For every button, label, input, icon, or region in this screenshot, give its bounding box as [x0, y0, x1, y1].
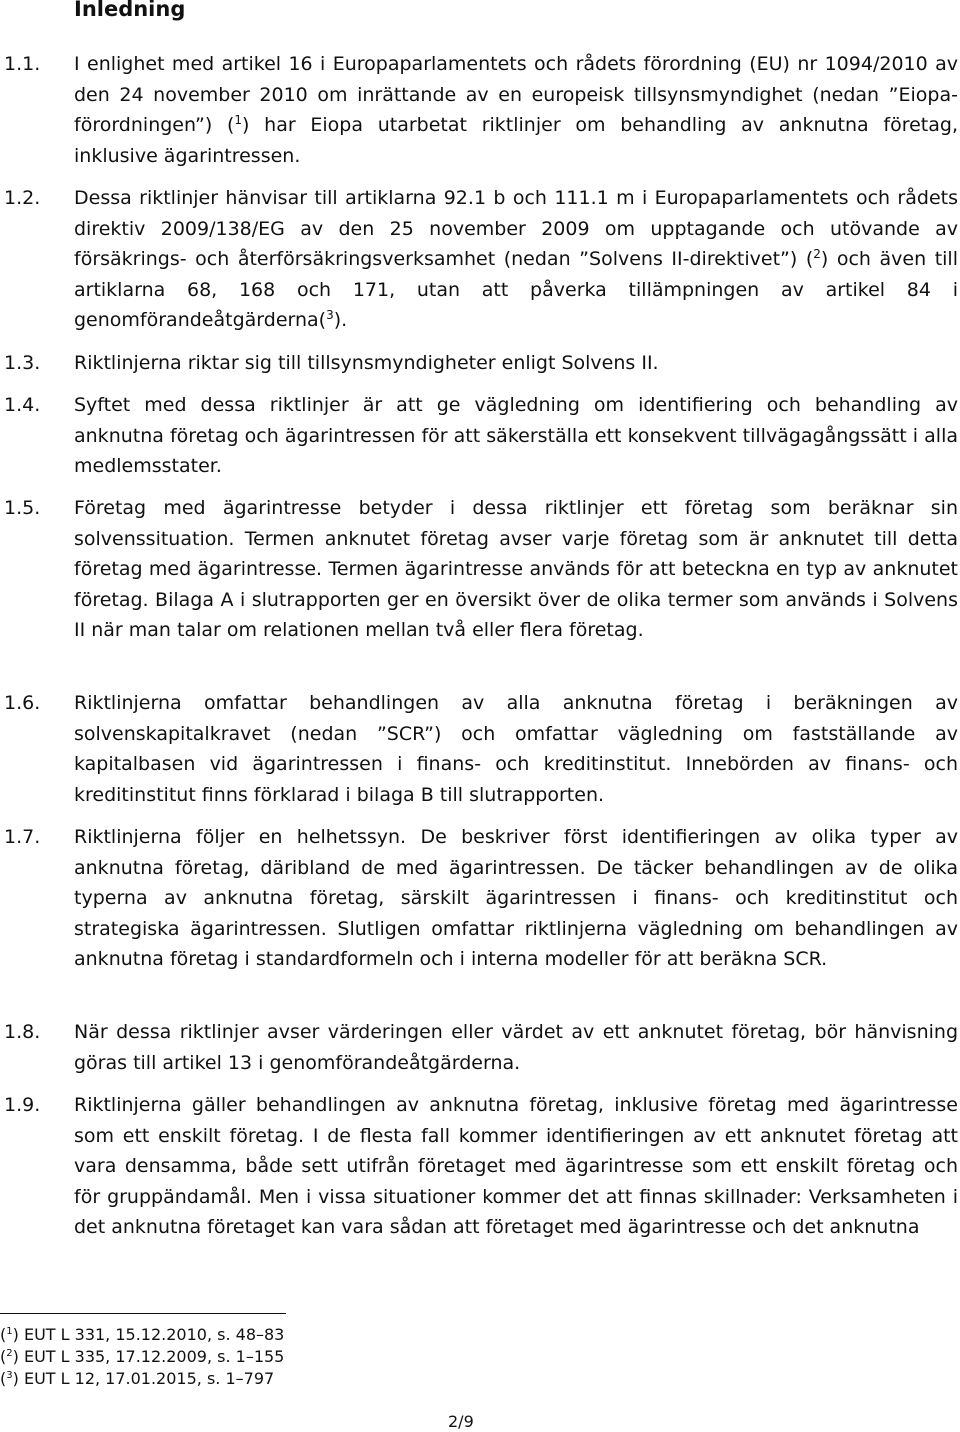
- page-number: 2/9: [448, 1412, 474, 1431]
- paragraph-number: 1.8.: [4, 1021, 41, 1043]
- footnotes: [0, 1324, 284, 1390]
- paragraph-number: 1.7.: [4, 826, 41, 848]
- footnote: ($^1$) EUT L 331, 15.12.2010, s. 48–83: [0, 1325, 285, 1344]
- footnote-text: ) EUT L 12, 17.01.2015, s. 1–797: [12, 1369, 275, 1388]
- paragraph-number: 1.1.: [4, 53, 41, 75]
- footnote-marker: 3: [6, 1370, 13, 1381]
- text-segment: ) har Eiopa utarbetat riktlinjer om behandling av anknutna företag, inklusive ägarintressen.: [74, 114, 958, 167]
- section-heading: Inledning: [74, 0, 186, 21]
- paragraph-number: 1.6.: [4, 692, 41, 714]
- footnote-ref[interactable]: 3: [326, 308, 334, 323]
- paragraph-text: Syftet med dessa riktlinjer är att ge vägledning om identifiering och behandling av anknutna företag och ägarintressen för att säkerställa ett konsekvent tillvägagångssätt i alla medlemsstater.: [74, 394, 958, 478]
- paragraph-number: 1.5.: [4, 497, 41, 519]
- footnote-divider: [0, 1313, 286, 1314]
- text-segment: I enlighet med artikel 16 i Europaparlamentets och rådets förordning (EU) nr 1094/2010 av den 24 november 2010 om inrättande av en europeisk tillsynsmyndighet (nedan ”Eiopa-förordningen”) (: [74, 53, 958, 137]
- paragraph-text: Riktlinjerna riktar sig till tillsynsmyndigheter enligt Solvens II.: [74, 352, 659, 374]
- paragraph-text: Företag med ägarintresse betyder i dessa riktlinjer ett företag som beräknar sin solvenssituation. Termen anknutet företag avser varje företag som är anknutet till detta företag med ägarintresse. Termen ägarintresse används för att beteckna en typ av anknutet företag. Bilaga A i slutrapporten ger en översikt över de olika termer som används i Solvens II när man talar om relationen mellan två eller flera företag.: [74, 497, 958, 642]
- footnote-marker: 1: [6, 1326, 13, 1337]
- footnote: ($^2$) EUT L 335, 17.12.2009, s. 1–155: [0, 1347, 285, 1366]
- paragraph-number: 1.3.: [4, 352, 41, 374]
- text-segment: ).: [333, 309, 348, 332]
- paragraph-text: [74, 49, 958, 171]
- footnote-marker: 2: [6, 1348, 13, 1359]
- paragraph-text: Riktlinjerna gäller behandlingen av anknutna företag, inklusive företag med ägarintresse som ett enskilt företag. I de flesta fall kommer identifieringen av ett anknutet företag att vara densamma, både sett utifrån företaget med ägarintresse som ett enskilt företag och för gruppändamål. Men i vissa situationer kommer det att finnas skillnader: Verksamheten i det anknutna företaget kan vara sådan att företaget med ägarintresse och det anknutna: [74, 1094, 958, 1239]
- footnote: ($^3$) EUT L 12, 17.01.2015, s. 1–797: [0, 1369, 275, 1388]
- text-segment: ) och även till artiklarna 68, 168 och 171, utan att påverka tillämpningen av artikel 84 i genomförandeåtgärderna(: [74, 248, 958, 332]
- paragraph-number: 1.9.: [4, 1094, 41, 1116]
- text-segment: Dessa riktlinjer hänvisar till artiklarna 92.1 b och 111.1 m i Europaparlamentets och rådets direktiv 2009/138/EG av den 25 november 2009 om upptagande och utövande av försäkrings- och återförsäkringsverksamhet (nedan ”Solvens II-direktivet”) (: [74, 187, 958, 271]
- footnote-ref[interactable]: 1: [234, 113, 243, 128]
- footnote-ref[interactable]: 2: [813, 247, 821, 262]
- footnote-text: ) EUT L 331, 15.12.2010, s. 48–83: [12, 1325, 285, 1344]
- footnote-text: ) EUT L 335, 17.12.2009, s. 1–155: [12, 1347, 285, 1366]
- paragraph-text: Riktlinjerna omfattar behandlingen av alla anknutna företag i beräkningen av solvenskapitalkravet (nedan ”SCR”) och omfattar vägledning om fastställande av kapitalbasen vid ägarintressen i finans- och kreditinstitut. Innebörden av finans- och kreditinstitut finns förklarad i bilaga B till slutrapporten.: [74, 692, 958, 806]
- paragraph-text: När dessa riktlinjer avser värderingen eller värdet av ett anknutet företag, bör hänvisning göras till artikel 13 i genomförandeåtgärderna.: [74, 1021, 958, 1074]
- paragraph-number: 1.2.: [4, 187, 41, 209]
- paragraph-text: [74, 183, 958, 336]
- paragraph-number: 1.4.: [4, 394, 41, 416]
- paragraph-text: Riktlinjerna följer en helhetssyn. De beskriver först identifieringen av olika typer av anknutna företag, däribland de med ägarintressen. De täcker behandlingen av de olika typerna av anknutna företag, särskilt ägarintressen i finans- och kreditinstitut och strategiska ägarintressen. Slutligen omfattar riktlinjerna vägledning om behandlingen av anknutna företag i standardformeln och i interna modeller för att beräkna SCR.: [74, 826, 958, 971]
